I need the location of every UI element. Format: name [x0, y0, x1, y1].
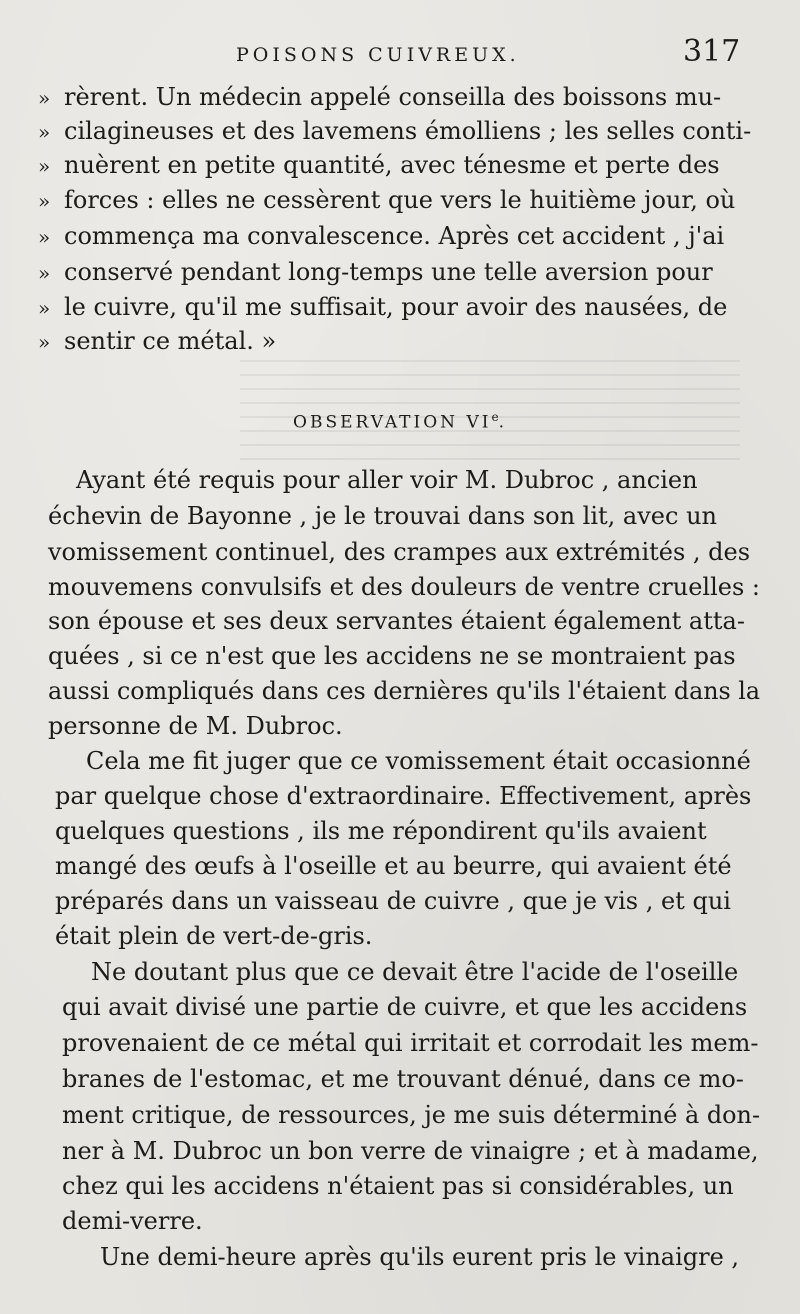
paragraph-line: mangé des œufs à l'oseille et au beurre, qui avaient été	[55, 852, 732, 880]
observation-superscript: e	[491, 410, 499, 424]
paragraph-line: ment critique, de ressources, je me suis déterminé à don-	[62, 1101, 761, 1129]
quoted-line: » nuèrent en petite quantité, avec ténesme et perte des	[38, 148, 720, 183]
quoted-line: » forces : elles ne cessèrent que vers le huitième jour, où	[38, 183, 735, 218]
observation-trailing: .	[498, 412, 507, 433]
paragraph-line: chez qui les accidens n'étaient pas si considérables, un	[62, 1172, 734, 1200]
paragraph-line: quées , si ce n'est que les accidens ne se montraient pas	[48, 642, 736, 670]
paragraph-line: Ne doutant plus que ce devait être l'acide de l'oseille	[91, 958, 739, 986]
running-header	[0, 34, 800, 74]
paragraph-line: préparés dans un vaisseau de cuivre , que je vis , et qui	[55, 887, 731, 915]
quote-mark: »	[38, 330, 51, 354]
paragraph-line: échevin de Bayonne , je le trouvai dans son lit, avec un	[48, 502, 717, 530]
paragraph-line: demi-verre.	[62, 1207, 203, 1235]
paragraph-line: vomissement continuel, des crampes aux extrémités , des	[48, 538, 751, 566]
paragraph-line: Une demi-heure après qu'ils eurent pris le vinaigre ,	[100, 1243, 740, 1271]
quoted-line: » rèrent. Un médecin appelé conseilla des boissons mu-	[38, 80, 721, 115]
paragraph-line: aussi compliqués dans ces dernières qu'ils l'étaient dans la	[48, 677, 761, 705]
quote-mark: »	[38, 120, 51, 144]
observation-heading	[0, 410, 800, 433]
observation-label: OBSERVATION VI	[293, 412, 492, 433]
quoted-line: » le cuivre, qu'il me suffisait, pour avoir des nausées, de	[38, 290, 727, 325]
paragraph-line: était plein de vert-de-gris.	[55, 922, 373, 950]
quote-mark: »	[38, 86, 51, 110]
quote-mark: »	[38, 261, 51, 285]
quoted-line: » cilagineuses et des lavemens émolliens ; les selles conti-	[38, 114, 751, 149]
paragraph-line: qui avait divisé une partie de cuivre, et que les accidens	[62, 993, 748, 1021]
paragraph-line: Ayant été requis pour aller voir M. Dubroc , ancien	[76, 466, 698, 494]
quote-mark: »	[38, 296, 51, 320]
page-number: 317	[683, 34, 741, 69]
paragraph-line: mouvemens convulsifs et des douleurs de ventre cruelles :	[48, 573, 760, 601]
paragraph-line: Cela me fit juger que ce vomissement était occasionné	[86, 747, 751, 775]
paragraph-line: quelques questions , ils me répondirent qu'ils avaient	[55, 817, 707, 845]
quote-mark: »	[38, 225, 51, 249]
paragraph-line: par quelque chose d'extraordinaire. Effectivement, après	[55, 782, 752, 810]
paragraph-line: provenaient de ce métal qui irritait et corrodait les mem-	[62, 1029, 759, 1057]
quoted-line: » conservé pendant long-temps une telle aversion pour	[38, 255, 713, 290]
paragraph-line: personne de M. Dubroc.	[48, 712, 343, 740]
paragraph-line: branes de l'estomac, et me trouvant dénué, dans ce mo-	[62, 1065, 744, 1093]
paragraph-line: ner à M. Dubroc un bon verre de vinaigre ; et à madame,	[62, 1137, 759, 1165]
quoted-line: » sentir ce métal. »	[38, 324, 276, 359]
quote-mark: »	[38, 154, 51, 178]
running-title: POISONS CUIVREUX.	[236, 44, 520, 66]
quote-mark: »	[38, 189, 51, 213]
paragraph-line: son épouse et ses deux servantes étaient également atta-	[48, 607, 745, 635]
quoted-line: » commença ma convalescence. Après cet accident , j'ai	[38, 219, 724, 254]
